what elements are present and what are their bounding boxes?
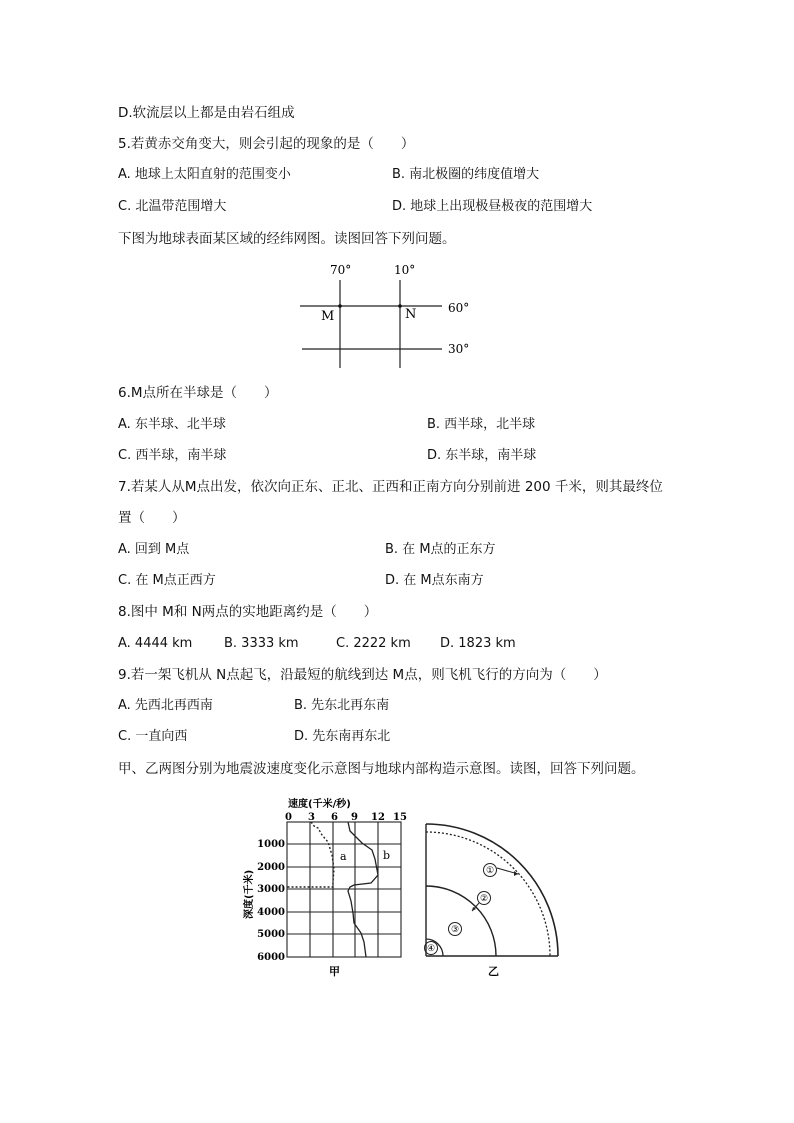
point-m-label: M [321,309,335,324]
q8-option-a: A. 4444 km [118,636,193,651]
q8-stem: 8.图中 M和 N两点的实地距离约是（ ） [118,604,378,620]
q6-option-d: D. 东半球，南半球 [427,448,537,463]
q9-stem: 9.若一架飞机从 N点起飞，沿最短的航线到达 M点，则飞机飞行的方向为（ ） [118,667,607,683]
speed-tick-0: 0 [285,812,292,823]
q9-option-c: C. 一直向西 [118,729,188,744]
q6-option-b: B. 西半球，北半球 [427,417,536,432]
depth-tick-4000: 4000 [257,907,285,918]
depth-tick-2000: 2000 [257,862,285,873]
q6-option-a: A. 东半球、北半球 [118,417,226,432]
depth-tick-5000: 5000 [257,929,285,940]
crust-outer-arc [426,824,558,956]
label-1: ① [485,866,495,876]
depth-axis-title: 深度(千米) [244,869,255,919]
q6-stem: 6.M点所在半球是（ ） [118,385,278,401]
q8-option-b: B. 3333 km [224,636,299,651]
q7-option-c: C. 在 M点正西方 [118,573,216,588]
grid-intro: 下图为地球表面某区域的经纬网图。读图回答下列问题。 [118,231,456,247]
q8-option-d: D. 1823 km [440,636,516,651]
point-m-dot [338,304,342,308]
q5-stem: 5.若黄赤交角变大，则会引起的现象的是（ ） [118,136,415,152]
speed-tick-9: 9 [351,812,358,823]
q9-option-d: D. 先东南再东北 [294,729,391,744]
caption-left: 甲 [329,965,340,978]
q5-option-c: C. 北温带范围增大 [118,199,227,214]
q7-option-d: D. 在 M点东南方 [385,573,484,588]
lat-lon-grid-figure [290,258,490,374]
earth-structure-figure [420,818,560,981]
speed-axis-title: 速度(千米/秒) [288,799,351,810]
caption-right: 乙 [488,965,499,978]
speed-tick-6: 6 [331,812,338,823]
lat-bottom-label: 30° [448,342,470,356]
q7-stem-line2: 置（ ） [118,510,186,526]
q5-option-a: A. 地球上太阳直射的范围变小 [118,167,291,182]
q8-option-c: C. 2222 km [336,636,411,651]
depth-tick-1000: 1000 [257,839,285,850]
q5-option-d: D. 地球上出现极昼极夜的范围增大 [392,199,593,214]
label-3: ③ [450,925,460,935]
q9-option-a: A. 先西北再西南 [118,698,213,713]
speed-tick-15: 15 [393,812,407,823]
seismic-speed-figure [238,795,413,981]
seismic-intro: 甲、乙两图分别为地震波速度变化示意图与地球内部构造示意图。读图，回答下列问题。 [118,761,645,777]
point-n-label: N [405,307,417,322]
q5-option-b: B. 南北极圈的纬度值增大 [392,167,540,182]
wave-b-label: b [383,849,391,862]
q7-option-a: A. 回到 M点 [118,542,190,557]
lon-left-label: 70° [330,263,352,277]
lat-top-label: 60° [448,301,470,315]
speed-tick-3: 3 [308,812,315,823]
q6-option-c: C. 西半球，南半球 [118,448,227,463]
label-2: ② [479,894,489,904]
speed-tick-12: 12 [371,812,385,823]
q7-stem-line1: 7.若某人从M点出发，依次向正东、正北、正西和正南方向分别前进 200 千米，则其最终位 [118,479,663,495]
wave-a-label: a [340,850,347,863]
depth-tick-3000: 3000 [257,884,285,895]
point-n-dot [398,304,402,308]
q7-option-b: B. 在 M点的正东方 [385,542,496,557]
lon-right-label: 10° [394,263,416,277]
q4-option-d: D.软流层以上都是由岩石组成 [118,105,295,121]
label-4: ④ [426,944,436,954]
q9-option-b: B. 先东北再东南 [294,698,390,713]
depth-tick-6000: 6000 [257,952,285,963]
